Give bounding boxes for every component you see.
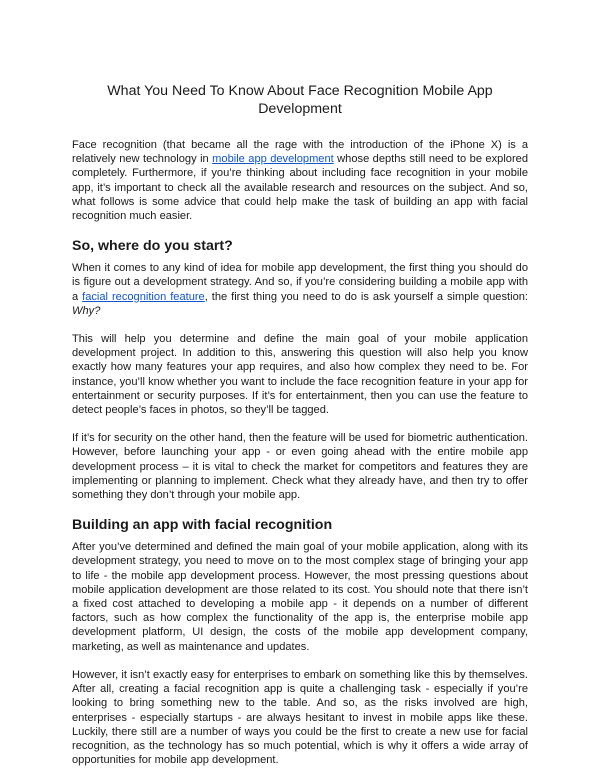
section1-p1-text-after-link: , the first thing you need to do is ask yourself a simple question: — [204, 290, 528, 303]
intro-text-after-link: whose depths still need to be explored completely. Furthermore, if you’re thinking about including face recognition in your mobile app, it’s important to check all the available research and resources on the subject. And so, what follows is some advice that could help make the task of building an app with facial recognition much easier. — [72, 153, 528, 223]
intro-text-before-link: Face recognition (that became all the rage with the introduction of the iPhone X) is a relatively new technology in — [72, 139, 528, 166]
section1-p1-text-before-link: When it comes to any kind of idea for mobile app development, the first thing you should do is figure out a development strategy. And so, if you’re considering building a mobile app with a — [72, 262, 528, 303]
section1-paragraph-2: This will help you determine and define the main goal of your mobile application development project. In addition to this, answering this question will also help you know exactly how many features your app requires, and also how complex they need to be. For instance, you’ll know whether you want to include the face recognition feature in your app for entertainment or security purposes. If it’s for entertainment, then you can use the feature to detect people’s faces in photos, so they’ll be tagged. — [72, 333, 528, 417]
section1-paragraph-3: If it’s for security on the other hand, then the feature will be used for biometric authentication. However, before launching your app - or even going ahead with the entire mobile app development process – it is vital to check the market for competitors and features they are implementing or planning to implement. Check what they already have, and then try to offer something they don’t through your mobile app. — [72, 432, 528, 502]
section1-paragraph-1 — [72, 261, 528, 318]
document-title: What You Need To Know About Face Recognition Mobile App Development — [107, 83, 493, 117]
section-heading-where-start: So, where do you start? — [72, 238, 233, 255]
mobile-app-development-link[interactable]: mobile app development — [212, 153, 334, 166]
section1-p1-emphasis: Why? — [72, 304, 101, 317]
intro-paragraph — [72, 138, 528, 223]
section-heading-building-app: Building an app with facial recognition — [72, 517, 333, 534]
section2-paragraph-2: However, it isn’t exactly easy for enterprises to embark on something like this by themselves. After all, creating a facial recognition app is quite a challenging task - especially if you’re looking to bring something new to the table. And so, as the risks involved are high, enterprises - especially startups - are always hesitant to invest in mobile apps like these. Luckily, there still are a number of ways you could be the first to create a new use for facial recognition, as the technology has so much potential, which is why it offers a wide array of opportunities for mobile app development. — [72, 668, 528, 767]
section2-paragraph-1: After you’ve determined and defined the main goal of your mobile application, along with its development strategy, you need to move on to the most complex stage of bringing your app to life - the mobile app development process. However, the most pressing questions about mobile application development are those related to its cost. You should note that there isn’t a fixed cost attached to developing a mobile app - it depends on a number of different factors, such as how complex the functionality of the app is, the enterprise mobile app development platform, UI design, the costs of the mobile app development company, marketing, as well as maintenance and updates. — [72, 541, 528, 653]
facial-recognition-feature-link[interactable]: facial recognition feature — [82, 290, 205, 303]
